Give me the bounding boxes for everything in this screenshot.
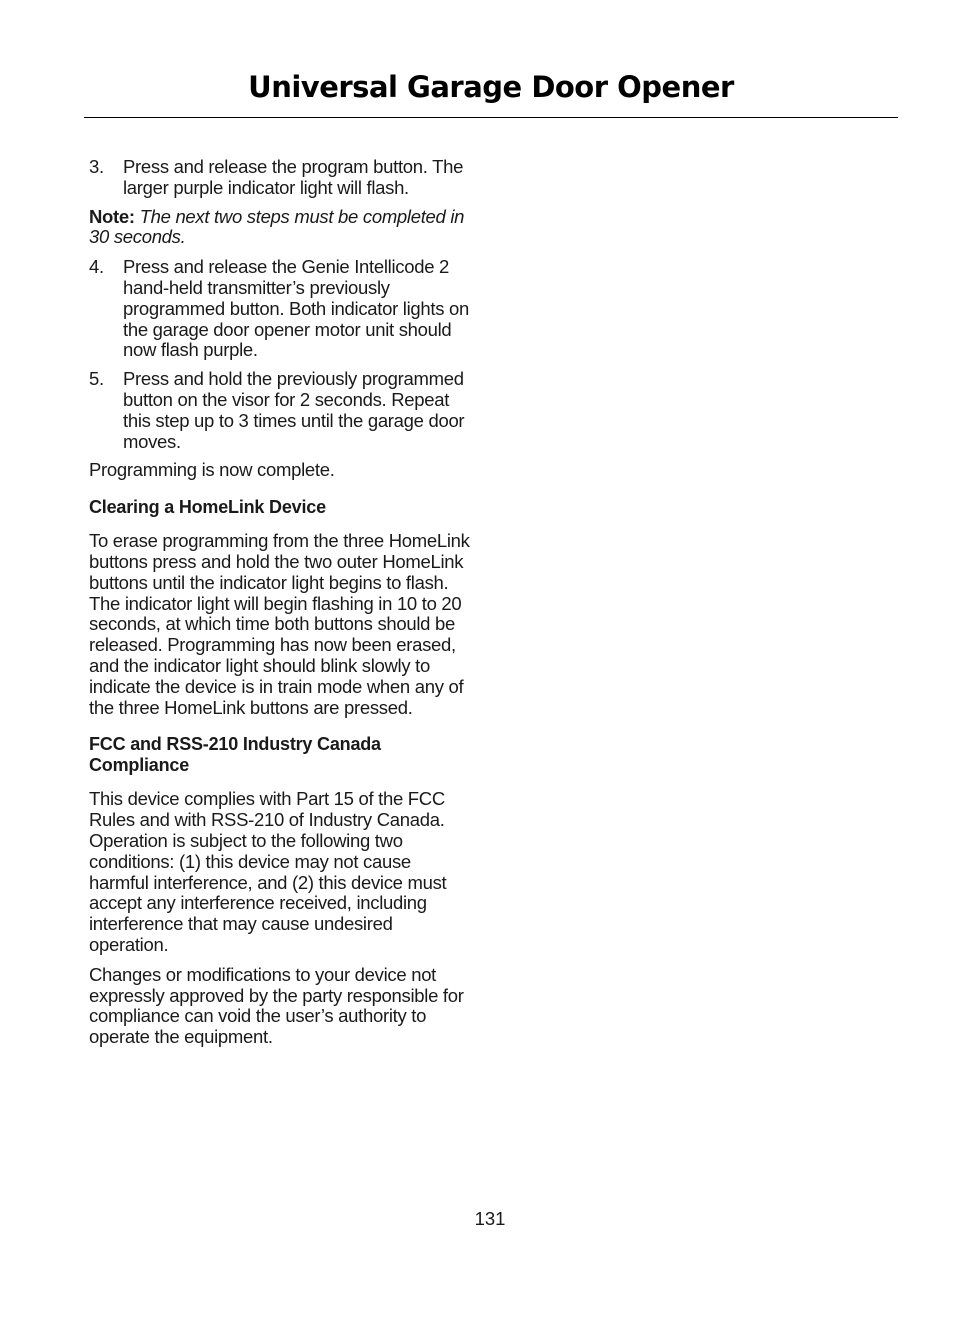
page-title: Universal Garage Door Opener	[248, 70, 734, 104]
fcc-paragraph-2: Changes or modifications to your device not expressly approved by the party responsible for compliance can void the user’s authority to operate the equipment.	[89, 963, 464, 1048]
note-paragraph	[89, 207, 474, 249]
step-text: Press and hold the previously programmed button on the visor for 2 seconds. Repeat this step up to 3 times until the garage door moves.	[123, 368, 465, 452]
clearing-paragraph: To erase programming from the three HomeLink buttons press and hold the two outer HomeLink buttons until the indicator light begins to flash. The indicator light will begin flashing in 10 to 20 seconds, at which time both buttons should be released. Programming has now been erased, and the indicator light should blink slowly to indicate the device is in train mode when any of the three HomeLink buttons are pressed.	[89, 530, 470, 718]
fcc-paragraph-1: This device complies with Part 15 of the FCC Rules and with RSS-210 of Industry Canada. Operation is subject to the following two conditions: (1) this device may not cause harmful interference, and (2) this device must accept any interference received, including interference that may cause undesired operation.	[89, 788, 447, 955]
page-number: 131	[474, 1208, 506, 1229]
step-text: Press and release the program button. The larger purple indicator light will flash.	[123, 156, 464, 198]
list-item-step-3	[89, 157, 474, 199]
step-number: 5.	[89, 368, 104, 390]
step-number: 4.	[89, 256, 104, 278]
list-item-step-5	[89, 369, 474, 452]
title-divider	[84, 117, 898, 118]
section-heading-fcc: FCC and RSS-210 Industry Canada Compliance	[89, 734, 381, 776]
note-text: The next two steps must be completed in 30 seconds.	[89, 205, 465, 248]
section-heading-clearing: Clearing a HomeLink Device	[89, 497, 326, 518]
step-number: 3.	[89, 156, 104, 177]
programming-complete-text: Programming is now complete.	[89, 459, 335, 481]
content-column	[89, 157, 474, 1057]
note-label: Note:	[89, 205, 135, 227]
step-text: Press and release the Genie Intellicode 2 hand-held transmitter’s previously programmed button. Both indicator lights on the garage door opener motor unit should now flash purple.	[123, 256, 469, 361]
list-item-step-4	[89, 257, 474, 361]
